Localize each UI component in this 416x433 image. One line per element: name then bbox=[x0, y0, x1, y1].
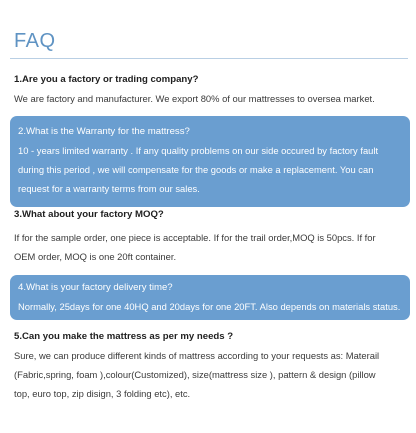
faq-answer-5-line-1: Sure, we can produce different kinds of mattress according to your requests as: Materail bbox=[14, 350, 380, 361]
faq-answer-3-line-2: OEM order, MOQ is one 20ft container. bbox=[14, 251, 177, 262]
faq-panel-2 bbox=[10, 116, 410, 207]
faq-item-4 bbox=[18, 278, 402, 316]
faq-answer-2-line-1: 10 - years limited warranty . If any quality problems on our side occured by factory fault bbox=[18, 145, 379, 156]
faq-item-1 bbox=[14, 70, 406, 108]
faq-answer-2-line-2: during this period , we will compensate for the goods or make a replacement. You can bbox=[18, 164, 374, 175]
faq-question-2: 2.What is the Warranty for the mattress? bbox=[18, 126, 190, 137]
faq-question-1: 1.Are you a factory or trading company? bbox=[14, 74, 199, 85]
faq-question-5: 5.Can you make the mattress as per my needs ? bbox=[14, 331, 234, 342]
faq-answer-4: Normally, 25days for one 40HQ and 20days for one 20FT. Also depends on materials status. bbox=[18, 301, 401, 312]
faq-answer-5-line-2: (Fabric,spring, foam ),colour(Customized), size(mattress size ), pattern & design (pillow bbox=[14, 369, 376, 380]
faq-item-2 bbox=[18, 122, 402, 198]
page-title: FAQ bbox=[14, 30, 56, 52]
faq-question-3: 3.What about your factory MOQ? bbox=[14, 209, 164, 220]
faq-answer-5-line-3: top, euro top, zip disign, 3 folding etc), etc. bbox=[14, 388, 191, 399]
faq-panel-4 bbox=[10, 275, 410, 320]
faq-item-5 bbox=[14, 327, 406, 403]
faq-answer-1: We are factory and manufacturer. We export 80% of our mattresses to oversea market. bbox=[14, 93, 375, 104]
faq-answer-2-line-3: request for a warranty terms from our sales. bbox=[18, 183, 200, 194]
faq-answer-3-line-1: If for the sample order, one piece is acceptable. If for the trail order,MOQ is 50pcs. If for bbox=[14, 232, 376, 243]
title-divider bbox=[10, 58, 408, 59]
faq-question-4: 4.What is your factory delivery time? bbox=[18, 282, 173, 293]
faq-item-3 bbox=[14, 205, 406, 266]
